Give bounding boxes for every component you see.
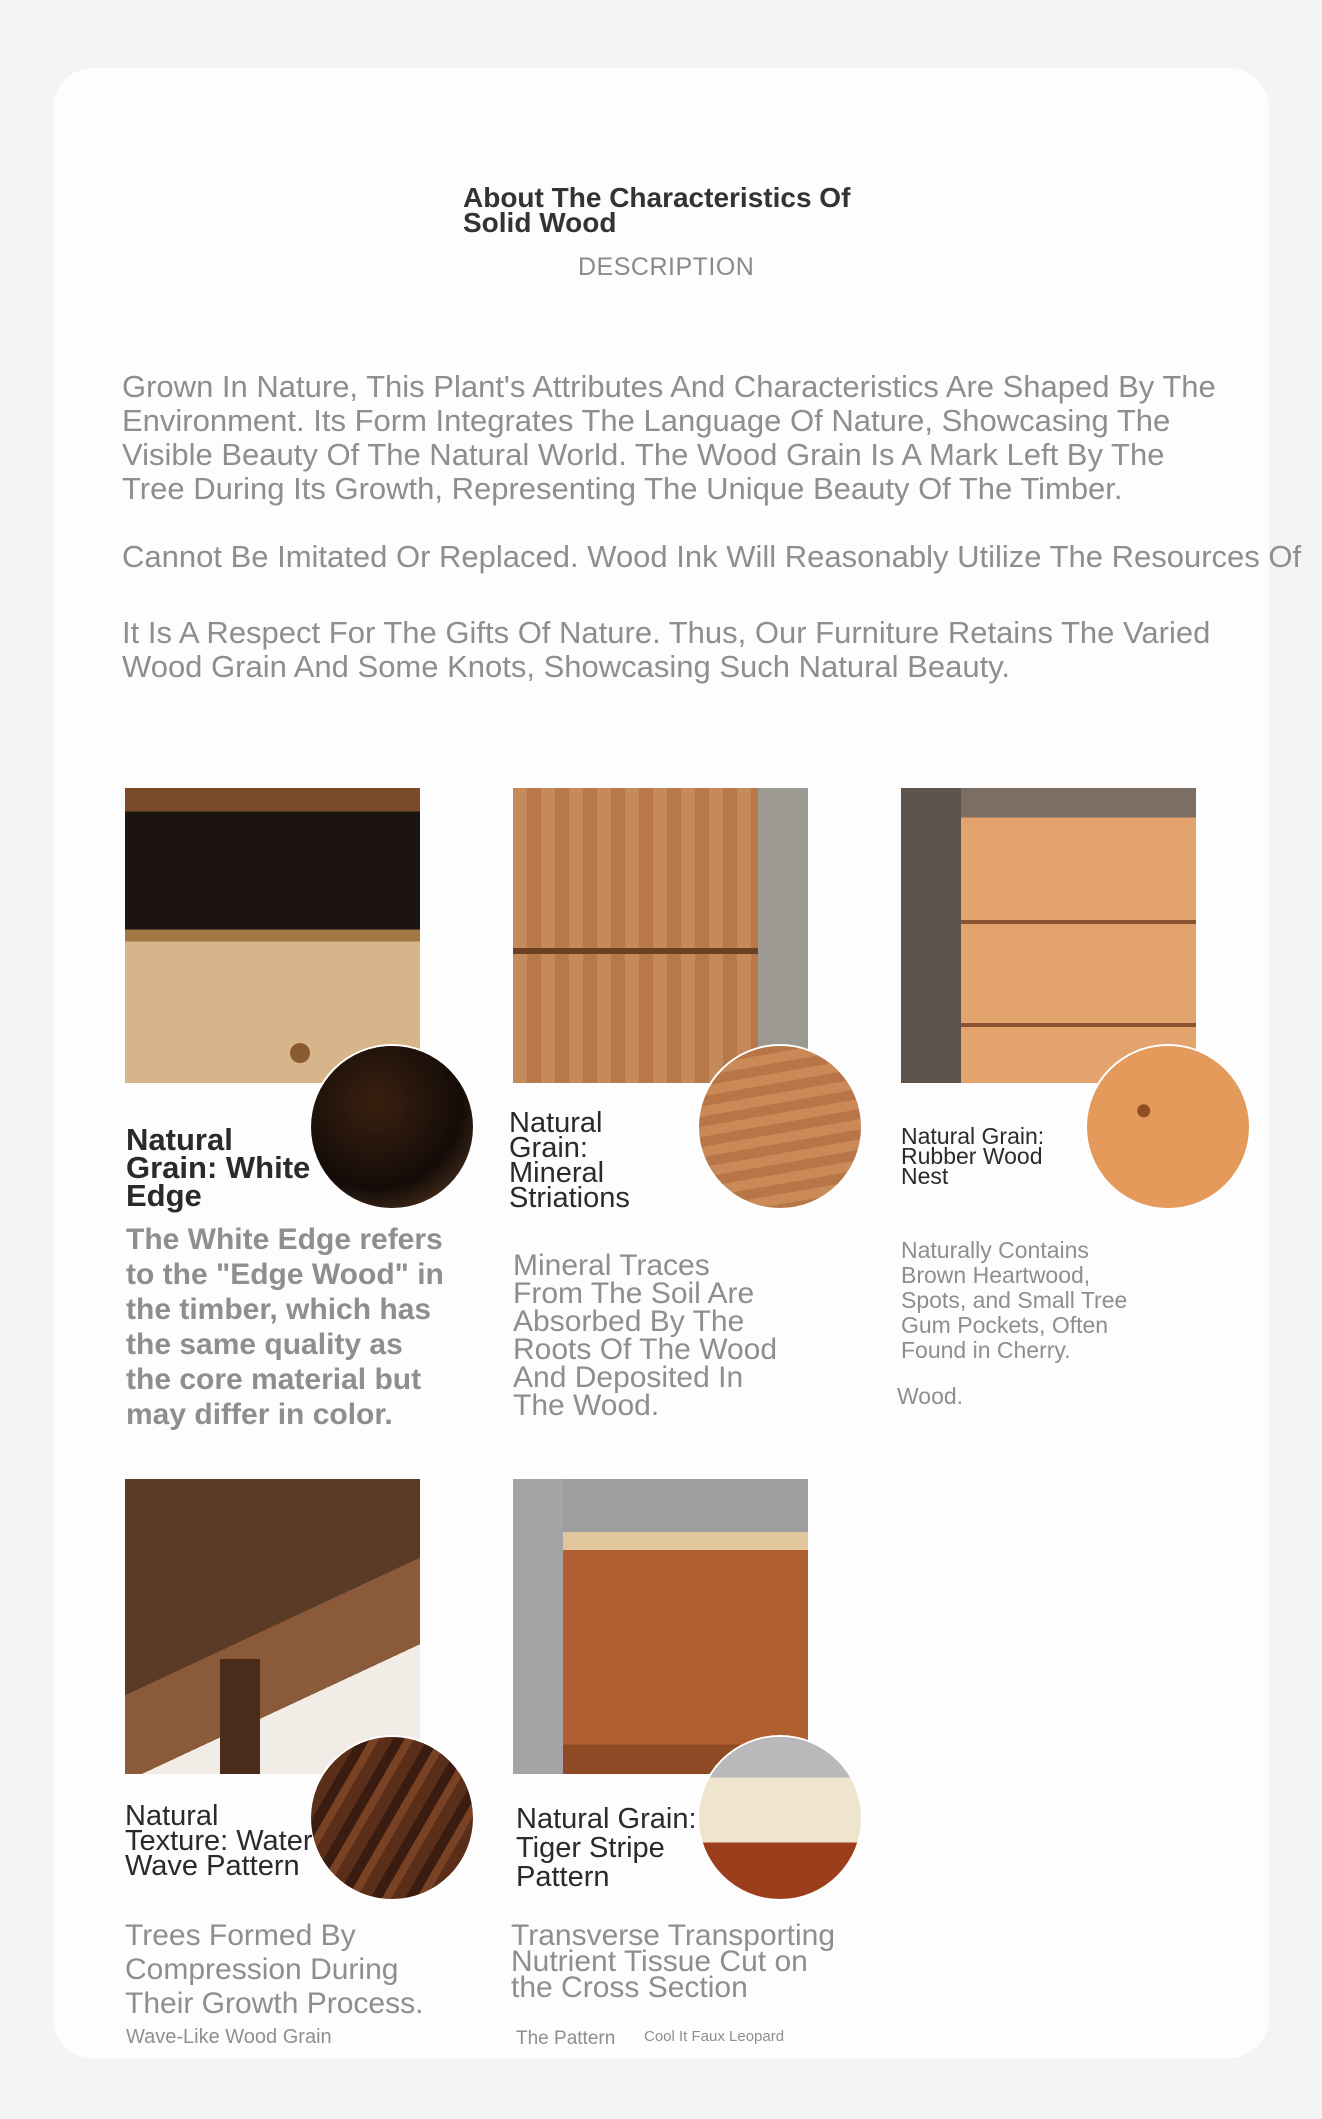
grain-item-mineral-striations	[509, 788, 903, 1428]
walnut-cabinet-photo-icon	[125, 788, 420, 1083]
item-description: Mineral Traces From The Soil Are Absorbed By The Roots Of The Wood And Deposited In The Wood.	[513, 1249, 778, 1422]
grain-item-tiger-stripe	[513, 1479, 903, 2119]
intro-paragraph-2: Cannot Be Imitated Or Replaced. Wood Ink Will Reasonably Utilize The Resources Of	[122, 539, 1302, 574]
page-title: About The Characteristics Of Solid Wood	[463, 182, 851, 238]
item-description: Trees Formed By Compression During Their Growth Process.	[125, 1919, 424, 2020]
cabinet-edge-photo-icon	[513, 1479, 808, 1774]
grain-item-white-edge	[125, 788, 515, 1431]
item-title: Natural Texture: Water Wave Pattern	[125, 1800, 313, 1882]
page-subtitle: DESCRIPTION	[578, 253, 755, 281]
item-title: Natural Grain: Mineral Striations	[509, 1107, 630, 1214]
grain-item-water-wave	[125, 1479, 515, 2119]
item-description: Naturally Contains Brown Heartwood, Spots, and Small Tree Gum Pockets, Often Found in Cherry.	[901, 1237, 1128, 1363]
wavy-walnut-swatch-icon	[311, 1737, 473, 1899]
item-extra-text-2: Cool It Faux Leopard	[644, 2028, 785, 2045]
intro-paragraph-1: Grown In Nature, This Plant's Attributes And Characteristics Are Shaped By The Environment. Its Form Integrates The Language Of Nature, Showcasing The Visible Beauty Of The Natural World. The Wood Grain Is A Mark Left By The Tree During Its Growth, Representing The Unique Beauty Of The Timber.	[122, 369, 1216, 506]
drawer-front-photo-icon	[513, 788, 808, 1083]
item-description: The White Edge refers to the "Edge Wood" in the timber, which has the same quality as the core material but may differ in color.	[126, 1223, 444, 1431]
item-title: Natural Grain: White Edge	[126, 1122, 311, 1213]
walnut-table-photo-icon	[125, 1479, 420, 1774]
item-title: Natural Grain: Tiger Stripe Pattern	[516, 1803, 697, 1893]
grain-item-rubber-wood-nest	[897, 788, 1291, 1428]
item-extra-text: Wave-Like Wood Grain	[126, 2026, 332, 2048]
intro-paragraph-3: It Is A Respect For The Gifts Of Nature. Thus, Our Furniture Retains The Varied Wood Grain And Some Knots, Showcasing Such Natural Beauty.	[122, 615, 1211, 684]
tiger-stripe-swatch-icon	[699, 1737, 861, 1899]
striated-wood-swatch-icon	[699, 1046, 861, 1208]
item-description: Transverse Transporting Nutrient Tissue Cut on the Cross Section	[511, 1919, 836, 2004]
item-title: Natural Grain: Rubber Wood Nest	[901, 1123, 1045, 1189]
cherry-drawers-photo-icon	[901, 788, 1196, 1083]
item-extra-text: The Pattern	[516, 2028, 616, 2049]
cherry-knot-swatch-icon	[1087, 1046, 1249, 1208]
dark-wood-swatch-icon	[311, 1046, 473, 1208]
item-extra-text: Wood.	[897, 1383, 964, 1409]
